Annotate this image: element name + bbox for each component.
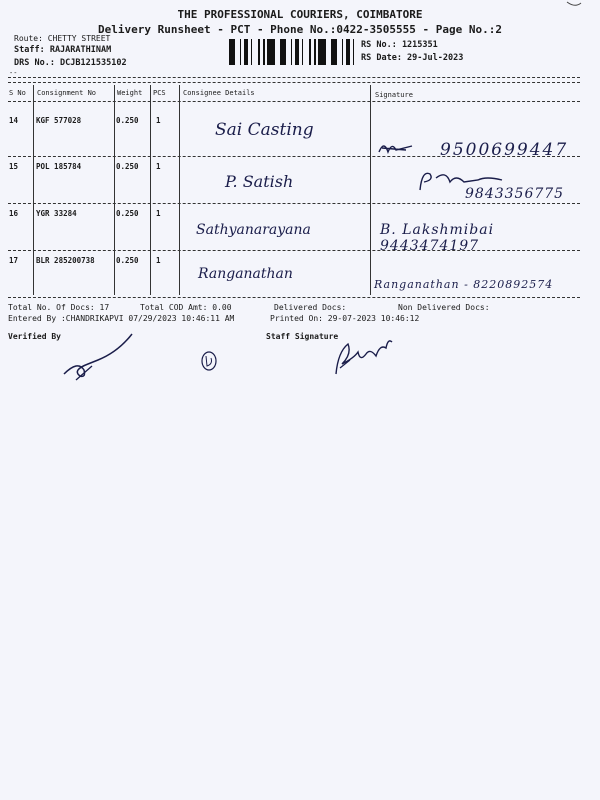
barcode-bar <box>244 39 247 65</box>
printed-on: Printed On: 29-07-2023 10:46:12 <box>270 314 420 323</box>
barcode-bar <box>318 39 321 65</box>
consignee-handwriting: P. Satish <box>225 172 294 191</box>
barcode-bar <box>309 39 311 65</box>
barcode-bar <box>295 39 298 65</box>
signature-phone: 9500699447 <box>440 140 569 160</box>
barcode-bar <box>267 39 270 65</box>
row-pcs: 1 <box>156 116 161 125</box>
column-rule <box>33 85 34 295</box>
total-docs: Total No. Of Docs: 17 <box>8 303 110 312</box>
row-sno: 17 <box>9 256 19 265</box>
barcode-bar <box>240 39 241 65</box>
row-consignment: POL 185784 <box>36 162 82 171</box>
barcode-bar <box>283 39 286 65</box>
scan-mark-icon <box>565 0 585 10</box>
barcode-bar <box>298 39 299 65</box>
barcode-bar <box>321 39 323 65</box>
consignee-handwriting: Sai Casting <box>215 120 314 140</box>
barcode-bar <box>270 39 272 65</box>
row-sno: 14 <box>9 116 19 125</box>
barcode-bar <box>280 39 283 65</box>
col-header-weight: Weight <box>117 89 143 97</box>
row-pcs: 1 <box>156 256 161 265</box>
row-weight: 0.250 <box>116 116 139 125</box>
staff-signature <box>330 334 400 380</box>
staff-label: Staff: RAJARATHINAM <box>14 45 112 55</box>
barcode-bar <box>349 39 350 65</box>
barcode-bar <box>247 39 248 65</box>
row-pcs: 1 <box>156 162 161 171</box>
consignee-handwriting: Ranganathan <box>198 266 293 282</box>
col-header-consignee: Consignee Details <box>183 89 255 97</box>
rs-number: RS No.: 1215351 <box>361 40 438 50</box>
barcode-bar <box>263 39 265 65</box>
barcode-bar <box>323 39 326 65</box>
divider-mark: -- <box>9 69 18 77</box>
staff-signature-label: Staff Signature <box>266 332 339 341</box>
column-rule <box>114 85 115 295</box>
column-rule <box>150 85 151 295</box>
col-header-consignment: Consignment No <box>37 89 97 97</box>
row-consignment: BLR 285200738 <box>36 256 95 265</box>
row-sno: 15 <box>9 162 19 171</box>
table-bottom-divider <box>8 297 580 298</box>
row-divider <box>8 203 580 204</box>
drs-number: DRS No.: DCJB121535102 <box>14 58 127 68</box>
header-divider <box>8 77 580 78</box>
signature-scribble <box>376 138 416 158</box>
signature-name-phone: B. Lakshmibai 9443474197 <box>380 222 495 254</box>
barcode-bar <box>251 39 252 65</box>
barcode-bar <box>334 39 337 65</box>
row-consignment: YGR 33284 <box>36 209 77 218</box>
barcode-bar <box>272 39 275 65</box>
barcode-bar <box>229 39 232 65</box>
header-divider <box>8 82 580 83</box>
row-pcs: 1 <box>156 209 161 218</box>
delivered-docs: Delivered Docs: <box>274 303 347 312</box>
barcode-bar <box>291 39 292 65</box>
initial-stamp <box>199 350 219 372</box>
barcode-image <box>228 39 356 65</box>
signature-name-phone: Ranganathan - 8220892574 <box>374 278 554 291</box>
verified-signature <box>58 330 138 384</box>
barcode-bar <box>258 39 260 65</box>
table-header-divider <box>8 101 580 102</box>
consignee-handwriting: Sathyanarayana <box>196 222 311 238</box>
column-rule <box>370 85 371 295</box>
barcode-bar <box>302 39 303 65</box>
row-weight: 0.250 <box>116 256 139 265</box>
total-cod: Total COD Amt: 0.00 <box>140 303 232 312</box>
non-delivered-docs: Non Delivered Docs: <box>398 303 490 312</box>
column-rule <box>179 85 180 295</box>
row-divider <box>8 250 580 251</box>
barcode-bar <box>353 39 354 65</box>
route-label: Route: CHETTY STREET <box>14 34 111 43</box>
barcode-bar <box>346 39 349 65</box>
company-title: THE PROFESSIONAL COURIERS, COIMBATORE <box>177 8 423 21</box>
runsheet-subtitle: Delivery Runsheet - PCT - Phone No.:0422-3505555 - Page No.:2 <box>98 23 502 36</box>
col-header-sno: S No <box>9 89 26 97</box>
rs-date: RS Date: 29-Jul-2023 <box>361 53 464 63</box>
row-sno: 16 <box>9 209 19 218</box>
barcode-bar <box>314 39 316 65</box>
col-header-pcs: PCS <box>153 89 166 97</box>
barcode-bar <box>232 39 235 65</box>
entered-by: Entered By :CHANDRIKAPVI 07/29/2023 10:46:11 AM <box>8 314 235 323</box>
verified-by-label: Verified By <box>8 332 61 341</box>
row-weight: 0.250 <box>116 209 139 218</box>
barcode-bar <box>331 39 334 65</box>
col-header-signature: Signature <box>375 91 413 99</box>
row-weight: 0.250 <box>116 162 139 171</box>
barcode-bar <box>342 39 343 65</box>
row-consignment: KGF 577028 <box>36 116 82 125</box>
row-divider <box>8 156 580 157</box>
signature-phone: 9843356775 <box>465 186 565 202</box>
